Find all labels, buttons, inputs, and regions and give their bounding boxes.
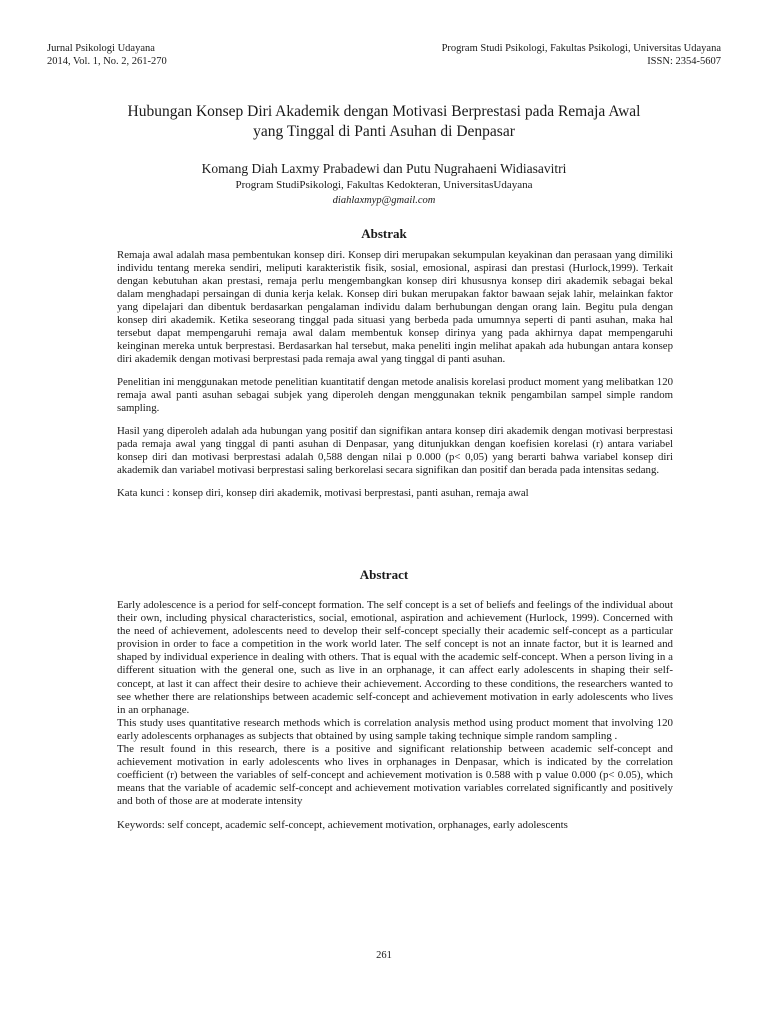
- abstrak-paragraph-1: Remaja awal adalah masa pembentukan konsep diri. Konsep diri merupakan sekumpulan keyakinan dan perasaan yang dimiliki individu tentang mereka sendiri, meliputi karakteristik fisik, sosial, emosional, aspirasi dan prestasi (Hurlock,1999). Terkait dengan kebutuhan akan prestasi, remaja perlu mengembangkan konsep diri khususnya konsep diri akademik sebagai bekal dalam menghadapi persaingan di dunia kerja kelak. Konsep diri bukan merupakan faktor bawaan sejak lahir, melainkan faktor yang dipelajari dan dibentuk berdasarkan pengalaman individu dalam berhubungan dengan orang lain. Begitu pula dengan konsep diri akademik. Ketika seseorang tinggal pada situasi yang berbeda pada umumnya seperti di panti asuhan, maka hal tersebut dapat mempengaruhi remaja awal dalam membentuk konsep dirinya yang pada akhirnya dapat mempengaruhi keinginan mereka untuk berprestasi. Berdasarkan hal tersebut, maka peneliti ingin melihat apakah ada hubungan antara konsep diri akademik dengan motivasi berprestasi pada remaja awal yang tinggal di panti asuhan.: [117, 249, 673, 365]
- page-number: 261: [376, 950, 392, 961]
- journal-volume: 2014, Vol. 1, No. 2, 261-270: [47, 56, 167, 67]
- journal-name: Jurnal Psikologi Udayana: [47, 43, 155, 54]
- authors: Komang Diah Laxmy Prabadewi dan Putu Nugrahaeni Widiasavitri: [201, 161, 567, 176]
- running-header-right: [442, 42, 721, 68]
- paper-title: [70, 102, 698, 142]
- abstrak-section: [117, 249, 673, 500]
- paper-title-line-1: Hubungan Konsep Diri Akademik dengan Motivasi Berprestasi pada Remaja Awal: [127, 103, 641, 120]
- journal-issn: ISSN: 2354-5607: [647, 56, 721, 67]
- abstrak-heading: Abstrak: [361, 226, 407, 241]
- affiliation: Program StudiPsikologi, Fakultas Kedokteran, UniversitasUdayana: [235, 179, 533, 191]
- journal-institution: Program Studi Psikologi, Fakultas Psikologi, Universitas Udayana: [441, 43, 721, 54]
- abstrak-paragraph-2: Penelitian ini menggunakan metode penelitian kuantitatif dengan metode analisis korelasi product moment yang melibatkan 120 remaja awal panti asuhan sebagai subjek yang diperoleh dengan menggunakan teknik pengambilan sampel simple random sampling.: [117, 376, 673, 414]
- abstrak-keywords: Kata kunci : konsep diri, konsep diri akademik, motivasi berprestasi, panti asuhan, remaja awal: [117, 487, 529, 499]
- abstract-paragraph-2: This study uses quantitative research methods which is correlation analysis method using product moment that involving 120 early adolescents orphanages as subjects that obtained by using sample taking technique simple random sampling .: [117, 716, 673, 742]
- abstract-paragraph-3: The result found in this research, there is a positive and significant relationship between academic self-concept and achievement motivation in early adolescents who lives in orphanages in Denpasar, which is indicated by the correlation coefficient (r) between the variables of self-concept and achievement motivation is 0.588 with p value 0.000 (p< 0.05), which means that the variable of academic self-concept and achievement motivation variables correlated significantly and positively and both of those are at moderate intensity: [117, 743, 673, 808]
- abstract-section: [117, 599, 673, 832]
- abstract-keywords: Keywords: self concept, academic self-concept, achievement motivation, orphanages, early adolescents: [117, 818, 568, 831]
- abstract-heading: Abstract: [359, 567, 409, 582]
- abstrak-paragraph-3: Hasil yang diperoleh adalah ada hubungan yang positif dan signifikan antara konsep diri akademik dengan motivasi berprestasi pada remaja awal yang tinggal di panti asuhan di Denpasar, yang ditunjukkan dengan koefisien korelasi (r) antara variabel konsep diri dan motivasi berprestasi adalah 0,588 dengan nilai p 0.000 (p< 0,05) yang berarti bahwa variabel konsep diri akademik dan variabel motivasi berprestasi saling berkorelasi secara signifikan dan positif dan berada pada intensitas sedang.: [117, 425, 673, 476]
- abstract-paragraph-1: Early adolescence is a period for self-concept formation. The self concept is a set of beliefs and feelings of the individual about their own, including physical characteristics, social, emotional, aspiration and achievement (Hurlock, 1999). Concerned with the need of achievement, adolescents need to develop their self-concept specially their academic self-concept as a particular provision in order to face a competition in the work world later. The self concept is not an innate factor, but it is learned and shaped by individual experience in dealing with others. That is equal with the academic self-concept. When a person living in a different situation with the general one, such as live in an orphanage, it can affect early adolescents in shaping their self-concept, at last it can affect their desire to achieve their achievement. According to these conditions, the researchers wanted to see whether there are relationships between academic self-concept and achievement motivation in early adolescents who lives in an orphanage.: [117, 599, 673, 716]
- paper-title-line-2: yang Tinggal di Panti Asuhan di Denpasar: [253, 123, 515, 140]
- running-header-left: [47, 42, 167, 68]
- author-email: diahlaxmyp@gmail.com: [332, 195, 436, 206]
